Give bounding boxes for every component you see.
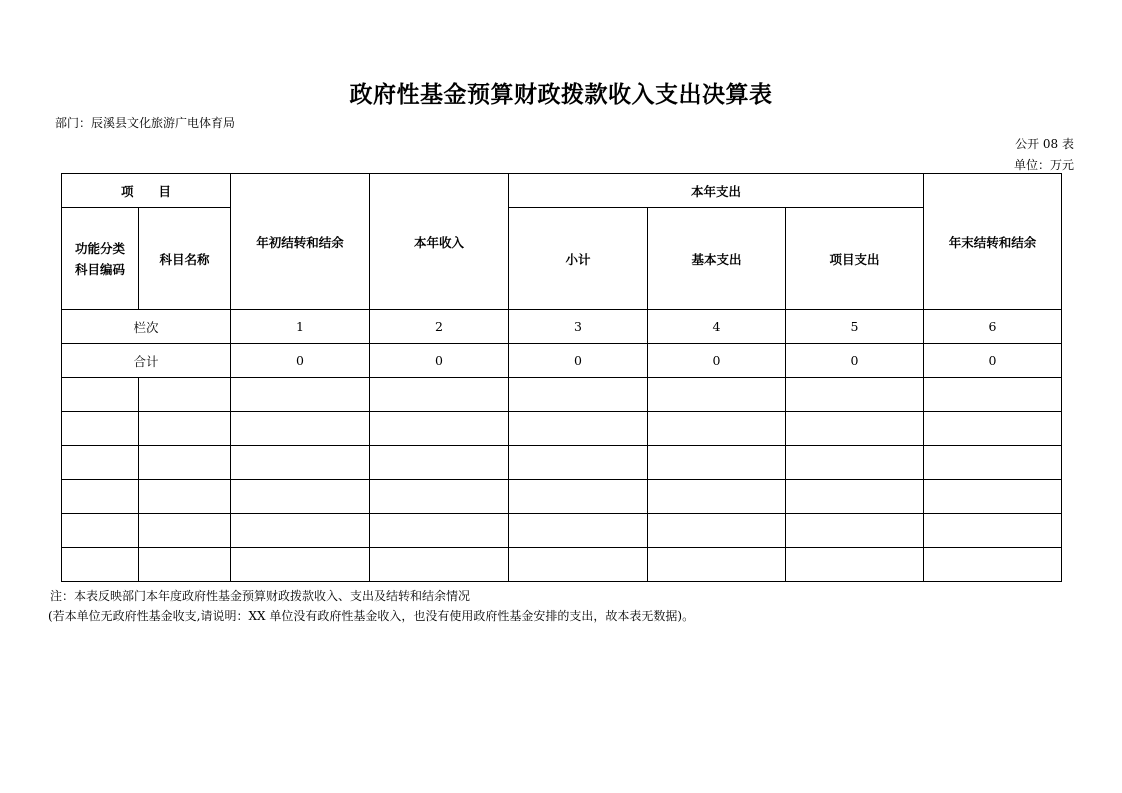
header-income: 本年收入 [370,174,509,310]
table-row-empty [62,480,1062,514]
unit-label: 单位：万元 [1013,158,1074,172]
empty-cell [648,548,786,582]
department-label: 部门：辰溪县文化旅游广电体育局 [55,116,236,130]
cell: 0 [924,344,1062,378]
empty-cell [924,480,1062,514]
empty-cell [509,480,648,514]
empty-cell [231,480,370,514]
empty-cell [924,446,1062,480]
footnote-2: (若本单位无政府性基金收支,请说明：XX 单位没有政府性基金收入，也没有使用政府性基金安排的支出，故本表无数据)。 [48,609,695,623]
table-row-empty [62,412,1062,446]
empty-cell [62,412,139,446]
empty-cell [786,514,924,548]
empty-cell [139,446,231,480]
empty-cell [62,378,139,412]
header-end-balance: 年末结转和结余 [924,174,1062,310]
empty-cell [139,412,231,446]
empty-cell [139,548,231,582]
empty-cell [924,514,1062,548]
header-project: 项 目 [62,174,231,208]
empty-cell [648,514,786,548]
empty-cell [62,480,139,514]
empty-cell [139,378,231,412]
cell: 0 [231,344,370,378]
empty-cell [648,446,786,480]
table-code: 公开 08 表 [1015,137,1074,151]
empty-cell [231,378,370,412]
empty-cell [924,412,1062,446]
empty-cell [231,548,370,582]
cell: 1 [231,310,370,344]
header-expense: 本年支出 [509,174,924,208]
cell: 5 [786,310,924,344]
page-title: 政府性基金预算财政拨款收入支出决算表 [349,82,773,108]
cell: 2 [370,310,509,344]
empty-cell [370,412,509,446]
empty-cell [62,446,139,480]
row-total-label: 合计 [62,344,231,378]
cell: 0 [370,344,509,378]
header-begin-balance: 年初结转和结余 [231,174,370,310]
row-index [62,310,1062,344]
cell: 0 [509,344,648,378]
empty-cell [786,412,924,446]
empty-cell [231,412,370,446]
empty-cell [370,548,509,582]
empty-cell [139,480,231,514]
empty-cell [370,378,509,412]
cell: 4 [648,310,786,344]
empty-cell [648,412,786,446]
header-func-code: 功能分类 科目编码 [62,208,139,310]
cell: 6 [924,310,1062,344]
row-total [62,344,1062,378]
empty-cell [509,548,648,582]
empty-cell [786,548,924,582]
footnote-1: 注：本表反映部门本年度政府性基金预算财政拨款收入、支出及结转和结余情况 [50,589,471,603]
empty-cell [509,412,648,446]
empty-cell [786,446,924,480]
empty-cell [786,480,924,514]
empty-cell [370,480,509,514]
row-index-label: 栏次 [62,310,231,344]
empty-cell [509,378,648,412]
header-basic: 基本支出 [648,208,786,310]
empty-cell [648,378,786,412]
table-row-empty [62,446,1062,480]
header-subject-name: 科目名称 [139,208,231,310]
empty-cell [648,480,786,514]
empty-cell [924,548,1062,582]
cell: 0 [786,344,924,378]
empty-cell [924,378,1062,412]
table-row-empty [62,548,1062,582]
empty-cell [62,514,139,548]
empty-cell [139,514,231,548]
header-subtotal: 小计 [509,208,648,310]
empty-cell [786,378,924,412]
empty-cell [231,446,370,480]
budget-table [61,173,1062,582]
empty-cell [231,514,370,548]
empty-cell [370,514,509,548]
table-row-empty [62,378,1062,412]
empty-cell [509,514,648,548]
empty-cell [509,446,648,480]
cell: 0 [648,344,786,378]
empty-cell [62,548,139,582]
cell: 3 [509,310,648,344]
empty-cell [370,446,509,480]
table-row-empty [62,514,1062,548]
header-project-expense: 项目支出 [786,208,924,310]
